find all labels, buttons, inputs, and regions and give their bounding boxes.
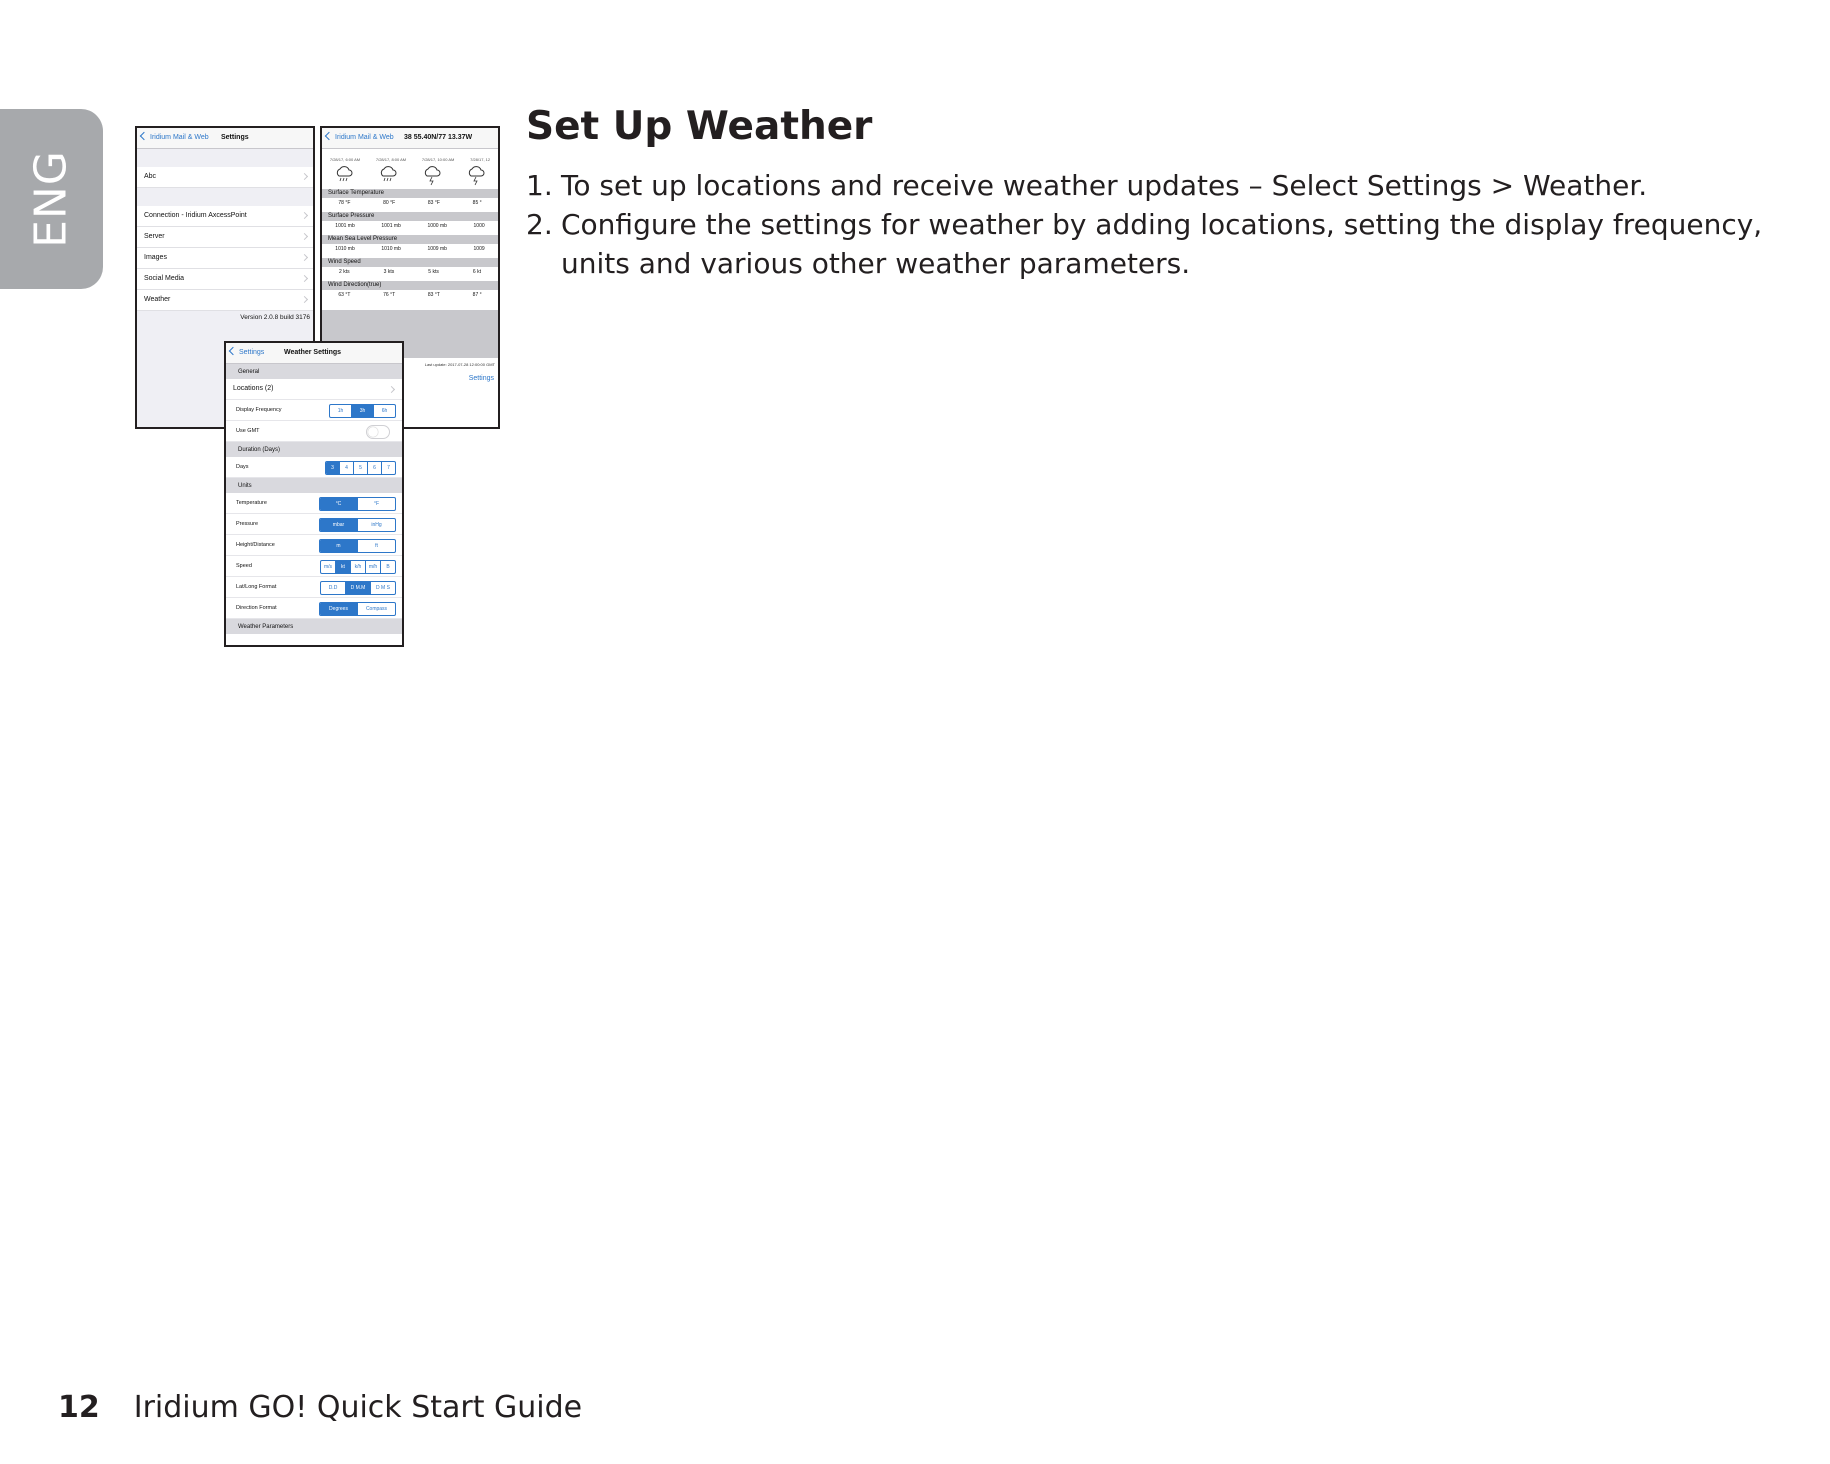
pressure-row [226, 514, 402, 535]
chevron-right-icon [301, 275, 308, 282]
settings-item-images[interactable] [137, 248, 313, 269]
last-update-text: Last update: 2017-07-28 12:00:00 GMT [424, 362, 495, 367]
step-text: To set up locations and receive weather updates – Select Settings > Weather. [561, 169, 1648, 202]
section-header: Mean Sea Level Pressure [322, 235, 498, 244]
step-2 [526, 205, 1816, 283]
option-4[interactable]: 4 [339, 462, 353, 474]
value: 5 kts [428, 269, 439, 275]
row-label: Direction Format [236, 605, 277, 611]
version-text: Version 2.0.8 build 3176 [240, 314, 310, 321]
settings-item-abc[interactable] [137, 167, 313, 188]
language-tab [0, 109, 103, 289]
value: 3 kts [383, 269, 395, 275]
option-6h[interactable]: 6h [373, 405, 395, 417]
temperature-row [226, 493, 402, 514]
item-label: Images [144, 254, 167, 261]
row-label: Temperature [236, 500, 267, 506]
value: 1010 mb [335, 246, 355, 252]
value: 6 kt [472, 269, 481, 275]
back-link[interactable] [326, 128, 394, 148]
weather-settings-navbar [226, 343, 402, 364]
option-mh[interactable]: m/h [365, 561, 380, 573]
item-label: Social Media [144, 275, 185, 282]
forecast-times [322, 157, 498, 162]
units-header: Units [226, 478, 402, 493]
chevron-right-icon [301, 233, 308, 240]
weather-settings-title: Weather Settings [284, 349, 342, 356]
item-label: Abc [144, 173, 157, 180]
option-degrees[interactable]: Degrees [320, 603, 357, 615]
chevron-left-icon [229, 347, 237, 355]
option-kt[interactable]: kt [335, 561, 350, 573]
value: 83 °T [427, 292, 440, 298]
value: 83 °F [427, 200, 440, 206]
height-control [319, 539, 396, 553]
option-3h[interactable]: 3h [351, 405, 373, 417]
days-row [226, 457, 402, 478]
chevron-right-icon [301, 212, 308, 219]
value: 1000 [473, 223, 485, 229]
value: 1000 mb [427, 223, 447, 229]
value: 63 °T [338, 292, 351, 298]
chevron-left-icon [140, 132, 148, 140]
speed-row [226, 556, 402, 577]
option-inhg[interactable]: inHg [357, 519, 395, 531]
values-row [322, 198, 498, 209]
option-7[interactable]: 7 [381, 462, 395, 474]
instruction-list [526, 166, 1816, 283]
display-frequency-control [329, 404, 396, 418]
value: 1010 mb [381, 246, 401, 252]
storm-cloud-icon [422, 164, 442, 186]
back-label: Settings [239, 349, 265, 356]
row-label: Speed [236, 563, 252, 569]
settings-item-server[interactable] [137, 227, 313, 248]
option-ms[interactable]: m/s [323, 564, 333, 570]
settings-link[interactable]: Settings [468, 375, 494, 382]
option-ft[interactable]: ft [357, 540, 395, 552]
option-6[interactable]: 6 [367, 462, 381, 474]
values-row [322, 244, 498, 255]
item-label: Server [144, 233, 165, 240]
option-celsius[interactable]: °C [320, 498, 357, 510]
weather-parameters-header: Weather Parameters [226, 619, 402, 634]
row-label: Height/Distance [236, 542, 275, 548]
step-text: Configure the settings for weather by adding locations, setting the display frequency, units and various other weather parameters. [561, 208, 1763, 280]
back-label: Iridium Mail & Web [335, 134, 394, 141]
value: 2 kts [339, 269, 350, 275]
section-header: Surface Temperature [322, 189, 498, 198]
row-label: Display Frequency [236, 407, 282, 413]
latlong-row [226, 577, 402, 598]
row-label: Days [236, 464, 249, 470]
option-mbar[interactable]: mbar [320, 519, 357, 531]
direction-row [226, 598, 402, 619]
option-3[interactable]: 3 [326, 462, 339, 474]
value: 1001 mb [335, 223, 355, 229]
item-label: Connection - Iridium AxcessPoint [144, 212, 247, 219]
pressure-control [319, 518, 396, 532]
back-label: Iridium Mail & Web [150, 134, 209, 141]
row-label: Lat/Long Format [236, 584, 277, 590]
step-1 [526, 166, 1816, 205]
settings-navbar [137, 128, 313, 149]
temperature-control [319, 497, 396, 511]
back-link[interactable] [141, 128, 209, 148]
value: 1001 mb [381, 223, 401, 229]
coordinates-title: 38 55.40N/77 13.37W [404, 134, 473, 141]
value: 78 °F [338, 200, 351, 206]
option-5[interactable]: 5 [353, 462, 367, 474]
values-row [322, 267, 498, 278]
step-number: 1. [526, 169, 553, 202]
weather-navbar [322, 128, 498, 149]
chevron-right-icon [301, 173, 308, 180]
chevron-left-icon [325, 132, 333, 140]
section-heading: Set Up Weather [526, 104, 873, 149]
settings-item-weather[interactable] [137, 290, 313, 311]
use-gmt-toggle[interactable] [366, 425, 390, 439]
direction-control [319, 602, 396, 616]
option-compass[interactable]: Compass [357, 603, 395, 615]
weather-settings-screenshot [224, 341, 404, 647]
page-footer [58, 1390, 582, 1425]
back-link[interactable] [230, 343, 264, 363]
option-dd[interactable]: D.D [328, 585, 338, 591]
general-header: General [226, 364, 402, 379]
days-control [325, 461, 396, 475]
item-label: Weather [144, 296, 171, 303]
chevron-right-icon [301, 254, 308, 261]
value: 87 ° [472, 292, 482, 298]
option-1h[interactable]: 1h [337, 408, 344, 414]
settings-item-connection[interactable] [137, 206, 313, 227]
row-label: Pressure [236, 521, 259, 527]
height-row [226, 535, 402, 556]
forecast-time: 7/28/17, 12 [470, 157, 491, 162]
language-label: ENG [25, 150, 77, 248]
section-header: Wind Direction(true) [322, 281, 498, 290]
section-header: Wind Speed [322, 258, 498, 267]
duration-header: Duration (Days) [226, 442, 402, 457]
option-kh[interactable]: k/h [350, 561, 365, 573]
use-gmt-row [226, 421, 402, 442]
latlong-control [320, 581, 396, 595]
locations-label: Locations (2) [233, 385, 274, 392]
values-row [322, 290, 498, 301]
settings-item-social-media[interactable] [137, 269, 313, 290]
step-number: 2. [526, 208, 553, 241]
option-dmm[interactable]: D M.M [345, 582, 370, 594]
option-b[interactable]: B [380, 561, 395, 573]
forecast-icons [322, 164, 498, 186]
row-label: Use GMT [236, 428, 260, 434]
rain-cloud-icon [378, 164, 398, 186]
storm-cloud-icon [466, 164, 486, 186]
page-number: 12 [58, 1390, 100, 1425]
forecast-time: 7/28/17, 6:00 AM [329, 157, 361, 162]
chevron-right-icon [388, 386, 395, 393]
forecast-time: 7/28/17, 10:00 AM [421, 157, 455, 162]
value: 80 °F [383, 200, 396, 206]
locations-row[interactable] [226, 379, 402, 400]
values-row [322, 221, 498, 232]
option-m[interactable]: m [320, 540, 357, 552]
rain-cloud-icon [334, 164, 354, 186]
value: 76 °T [383, 292, 396, 298]
option-fahrenheit[interactable]: °F [357, 498, 395, 510]
chevron-right-icon [301, 296, 308, 303]
settings-title: Settings [221, 134, 249, 141]
value: 1009 [473, 246, 485, 252]
guide-title: Iridium GO! Quick Start Guide [133, 1390, 583, 1425]
forecast-time: 7/28/17, 8:00 AM [375, 157, 407, 162]
option-dms[interactable]: D M S [370, 582, 395, 594]
section-header: Surface Pressure [322, 212, 498, 221]
display-frequency-row [226, 400, 402, 421]
value: 85 ° [472, 200, 482, 206]
speed-control [320, 560, 396, 574]
value: 1009 mb [427, 246, 447, 252]
